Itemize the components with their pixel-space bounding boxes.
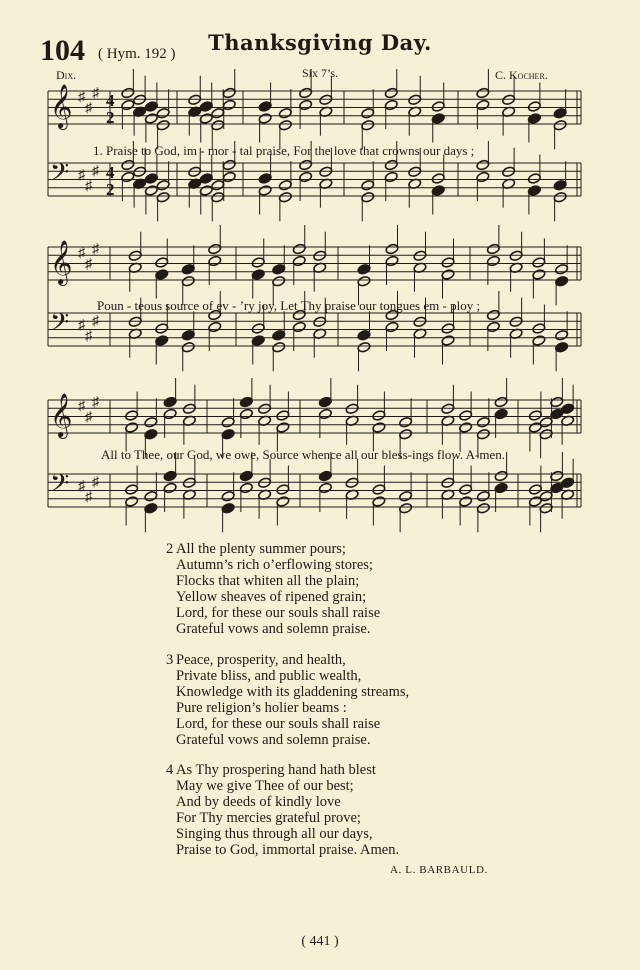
note-head [299,99,313,111]
note-head [476,490,490,502]
note-head [272,341,286,353]
note-head [155,269,169,281]
note-head [292,321,306,333]
meter: Six 7’s. [301,66,338,80]
verse-line: May we give Thee of our best; [176,778,354,794]
verse-line: Private bliss, and public wealth, [176,668,362,684]
verse-line: Autumn’s rich o’erflowing stores; [176,557,373,573]
verse-line: Peace, prosperity, and health, [176,652,346,668]
note-head [494,408,508,420]
note-head [292,243,306,255]
note-head [441,257,455,269]
note-head [459,484,473,496]
note-head [222,87,236,99]
verse-line: Singing thus through all our days, [176,826,373,842]
bass-clef-icon: 𝄢 [50,470,70,503]
treble-clef-icon: 𝄞 [50,395,73,437]
note-head [181,341,195,353]
verse-line: Pure religion’s holier beams : [176,700,347,716]
sharp-icon: ♯ [85,490,92,505]
note-head [431,173,445,185]
note-head [476,428,490,440]
note-head [459,410,473,422]
note-head [372,422,386,434]
bass-clef-icon: 𝄢 [50,159,70,192]
note-head [550,470,564,482]
note-head [476,171,490,183]
note-head [144,101,158,113]
sharp-icon: ♯ [92,164,99,179]
note-head [318,470,332,482]
sharp-icon: ♯ [78,479,85,494]
sharp-icon: ♯ [78,246,85,261]
note-head [527,101,541,113]
verse-number: 3 [166,652,174,668]
note-head [385,255,399,267]
note-head [121,87,135,99]
note-head [561,403,575,415]
sharp-icon: ♯ [92,86,99,101]
sharp-icon: ♯ [85,101,92,116]
note-head [555,275,569,287]
note-head [532,335,546,347]
note-head [361,119,375,131]
verse-line: Flocks that whiten all the plain; [176,573,360,589]
note-head [121,159,135,171]
note-head [251,323,265,335]
hymnal-reference: ( Hym. 192 ) [98,46,176,62]
note-head [441,323,455,335]
sharp-icon: ♯ [78,399,85,414]
note-head [251,257,265,269]
note-head [550,396,564,408]
note-head [276,410,290,422]
sharp-icon: ♯ [78,168,85,183]
note-head [553,191,567,203]
note-head [276,484,290,496]
sharp-icon: ♯ [78,318,85,333]
note-head [272,329,286,341]
note-head [528,410,542,422]
note-head [239,482,253,494]
verse-line: Knowledge with its gladdening streams, [176,684,410,700]
note-head [431,185,445,197]
lyric-line-3: All to Thee, our God, we owe, Source whence all our bless-ings flow. A-men. [101,447,505,462]
note-head [494,482,508,494]
note-head [553,179,567,191]
note-head [278,119,292,131]
note-head [272,275,286,287]
note-head [561,477,575,489]
note-head [476,99,490,111]
note-head [251,335,265,347]
note-head [208,243,222,255]
note-head [278,179,292,191]
note-head [361,191,375,203]
note-head [156,119,170,131]
lyric-line-1: 1. Praise to God, im - mor - tal praise, For the love that crowns our days ; [93,143,475,158]
verse-line: For Thy mercies grateful prove; [176,810,361,826]
note-head [555,341,569,353]
sharp-icon: ♯ [92,475,99,490]
note-head [222,99,236,111]
note-head [476,416,490,428]
note-head [239,396,253,408]
note-head [357,329,371,341]
note-head [555,263,569,275]
note-head [222,171,236,183]
note-head [494,470,508,482]
note-head [385,243,399,255]
note-head [528,484,542,496]
note-head [441,335,455,347]
verse-line: Lord, for these our souls shall raise [176,716,381,732]
note-head [384,159,398,171]
verse-4 [166,762,400,858]
note-head [239,470,253,482]
note-head [441,269,455,281]
verse-number: 4 [166,762,174,778]
note-head [486,243,500,255]
note-head [357,263,371,275]
note-head [144,490,158,502]
note-head [372,484,386,496]
note-head [121,99,135,111]
note-head [399,416,413,428]
note-head [532,269,546,281]
verse-number: 2 [166,541,174,557]
note-head [208,321,222,333]
sharp-icon: ♯ [85,257,92,272]
note-head [553,107,567,119]
note-head [125,422,139,434]
note-head [276,496,290,508]
verse-line: Grateful vows and solemn praise. [176,732,371,748]
time-signature-bottom: 2 [106,108,115,127]
note-head [384,99,398,111]
note-head [163,470,177,482]
note-head [155,257,169,269]
sharp-icon: ♯ [85,329,92,344]
verse-line: Yellow sheaves of ripened grain; [176,589,367,605]
note-head [299,87,313,99]
note-head [527,185,541,197]
lyric-line-2: Poun - teous source of ev - ’ry joy, Let Thy praise our tongues em - ploy ; [97,298,481,313]
treble-clef-icon: 𝄞 [50,86,73,128]
sharp-icon: ♯ [85,179,92,194]
sharp-icon: ♯ [78,90,85,105]
note-head [357,275,371,287]
note-head [144,113,158,125]
note-head [318,396,332,408]
verse-line: All the plenty summer pours; [176,541,346,557]
verse-2 [166,541,381,637]
time-signature-bottom: 2 [106,180,115,199]
note-head [121,171,135,183]
note-head [494,396,508,408]
note-head [553,119,567,131]
composer: C. Kocher. [495,68,548,82]
verse-line: And by deeds of kindly love [176,794,341,810]
verse-line: As Thy prospering hand hath blest [176,762,376,778]
note-head [144,428,158,440]
note-head [211,179,225,191]
note-head [476,502,490,514]
note-head [532,323,546,335]
note-head [221,416,235,428]
note-head [163,396,177,408]
note-head [476,87,490,99]
note-head [144,416,158,428]
note-head [372,410,386,422]
author-attribution: A. L. BARBAULD. [390,864,488,876]
note-head [125,410,139,422]
note-head [144,502,158,514]
note-head [211,191,225,203]
note-head [292,255,306,267]
bass-clef-icon: 𝄢 [50,309,70,342]
time-signature-top: 4 [106,91,115,110]
note-head [239,408,253,420]
note-head [318,482,332,494]
note-head [163,408,177,420]
note-head [258,101,272,113]
note-head [318,408,332,420]
note-head [459,422,473,434]
note-head [211,119,225,131]
note-head [399,490,413,502]
note-head [384,171,398,183]
note-head [258,173,272,185]
treble-clef-icon: 𝄞 [50,242,73,284]
note-head [272,263,286,275]
sharp-icon: ♯ [92,242,99,257]
note-head [527,113,541,125]
note-head [532,257,546,269]
note-head [486,309,500,321]
page-number: ( 441 ) [301,934,339,949]
note-head [251,269,265,281]
note-head [125,496,139,508]
hymn-title: Thanksgiving Day. [208,30,432,55]
note-head [181,329,195,341]
note-head [431,113,445,125]
note-head [258,185,272,197]
note-head [276,422,290,434]
verse-line: Grateful vows and solemn praise. [176,621,371,637]
note-head [476,159,490,171]
note-head [299,159,313,171]
verse-3 [166,652,410,748]
note-head [155,335,169,347]
note-head [278,191,292,203]
note-head [361,107,375,119]
note-head [156,107,170,119]
tune-name: Dix. [56,68,77,82]
note-head [357,341,371,353]
note-head [258,113,272,125]
note-head [181,275,195,287]
note-head [399,428,413,440]
sharp-icon: ♯ [92,314,99,329]
note-head [399,502,413,514]
note-head [384,87,398,99]
hymn-number: 104 [40,34,85,67]
note-head [361,179,375,191]
note-head [199,101,213,113]
note-head [278,107,292,119]
note-head [299,171,313,183]
note-head [431,101,445,113]
note-head [486,255,500,267]
time-signature-top: 4 [106,163,115,182]
note-head [144,173,158,185]
note-head [555,329,569,341]
note-head [125,484,139,496]
note-head [372,496,386,508]
note-head [385,321,399,333]
note-head [221,502,235,514]
verse-line: Praise to God, immortal praise. Amen. [176,842,400,858]
note-head [486,321,500,333]
note-head [144,185,158,197]
note-head [221,490,235,502]
note-head [211,107,225,119]
note-head [155,323,169,335]
note-head [163,482,177,494]
note-head [208,255,222,267]
note-head [156,191,170,203]
note-head [156,179,170,191]
sharp-icon: ♯ [92,395,99,410]
note-head [181,263,195,275]
note-head [527,173,541,185]
note-head [222,159,236,171]
verse-line: Lord, for these our souls shall raise [176,605,381,621]
note-head [199,173,213,185]
note-head [221,428,235,440]
note-head [459,496,473,508]
sharp-icon: ♯ [85,410,92,425]
